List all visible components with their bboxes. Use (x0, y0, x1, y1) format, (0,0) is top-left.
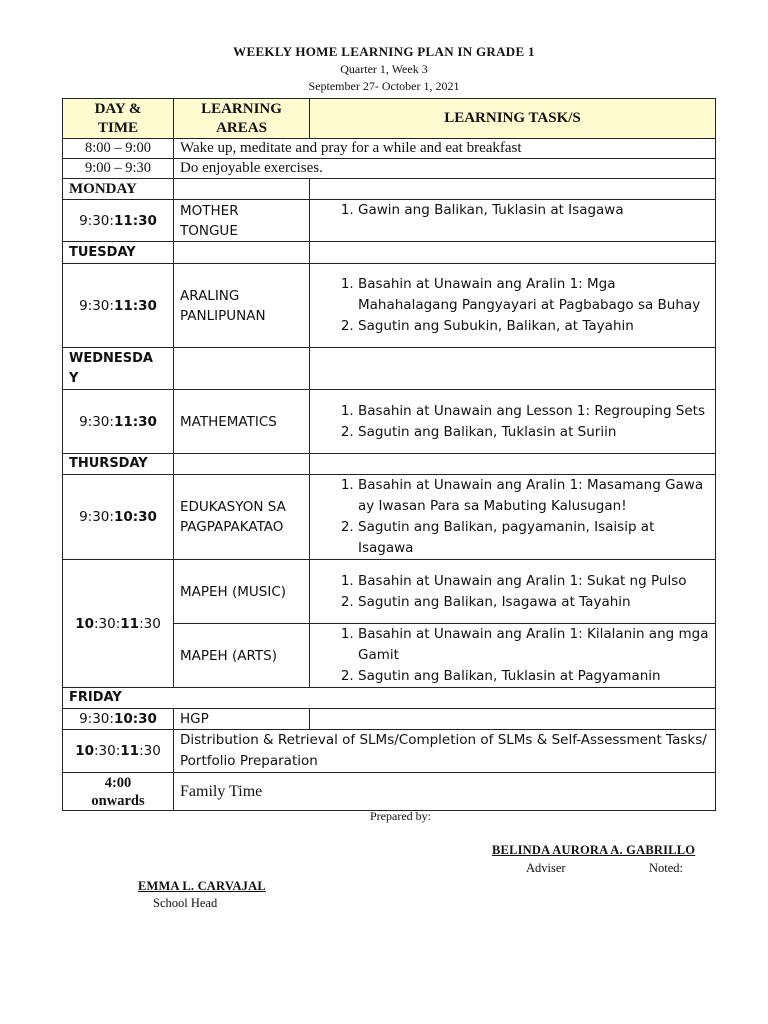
table-row (63, 475, 716, 560)
day-row-thursday (63, 454, 716, 475)
routine-time: 8:00 – 9:00 (63, 139, 174, 159)
table-row (63, 159, 716, 179)
task-list (310, 264, 716, 348)
prepared-by-label: Prepared by: (370, 809, 431, 823)
table-row (63, 560, 716, 624)
task-list (310, 200, 716, 242)
list-item: 1. Basahin at Unawain ang Aralin 1: Masamang Gawa ay Iwasan Para sa Mabuting Kalusugan! (358, 475, 709, 517)
list-item: 2. Sagutin ang Balikan, Isagawa at Tayahin (358, 592, 709, 613)
date-range: September 27- October 1, 2021 (308, 79, 460, 93)
time-slot: 4:00 onwards (63, 773, 174, 811)
day-row-monday (63, 179, 716, 200)
header-learning-areas: LEARNING AREAS (174, 99, 310, 139)
learning-area: MAPEH (ARTS) (174, 624, 310, 688)
table-row (63, 200, 716, 242)
school-head-name: EMMA L. CARVAJAL (138, 879, 266, 893)
table-row (63, 390, 716, 454)
time-slot: 9:30:10:30 (63, 709, 174, 730)
day-label: MONDAY (63, 179, 174, 200)
task-list (310, 624, 716, 688)
day-label: FRIDAY (63, 688, 716, 709)
table-row (63, 730, 716, 773)
list-item: 1. Basahin at Unawain ang Aralin 1: Sukat ng Pulso (358, 571, 709, 592)
task-list (310, 390, 716, 454)
learning-plan-table (62, 98, 716, 811)
task-list (310, 475, 716, 560)
learning-area: ARALING PANLIPUNAN (174, 264, 310, 348)
day-row-friday (63, 688, 716, 709)
list-item: 2. Sagutin ang Subukin, Balikan, at Tayahin (358, 316, 709, 337)
header-learning-tasks: LEARNING TASK/S (310, 99, 716, 139)
list-item: 2. Sagutin ang Balikan, pagyamanin, Isaisip at Isagawa (358, 517, 709, 559)
list-item: 2. Sagutin ang Balikan, Tuklasin at Pagyamanin (358, 666, 709, 687)
header-day-time: DAY & TIME (63, 99, 174, 139)
adviser-name: BELINDA AURORA A. GABRILLO (492, 843, 696, 857)
learning-area: HGP (174, 709, 310, 730)
list-item: 2. Sagutin ang Balikan, Tuklasin at Suriin (358, 422, 709, 443)
family-time: Family Time (174, 773, 716, 811)
list-item: 1. Basahin at Unawain ang Lesson 1: Regrouping Sets (358, 401, 709, 422)
time-slot: 9:30:10:30 (63, 475, 174, 560)
table-row (63, 709, 716, 730)
table-header-row (63, 99, 716, 139)
list-item: 1. Basahin at Unawain ang Aralin 1: Kilalanin ang mga Gamit (358, 624, 709, 666)
day-row-wednesday (63, 348, 716, 390)
learning-area: MAPEH (MUSIC) (174, 560, 310, 624)
adviser-role: Adviser (526, 861, 566, 875)
time-slot: 9:30:11:30 (63, 390, 174, 454)
table-row (63, 264, 716, 348)
quarter-week: Quarter 1, Week 3 (340, 62, 428, 76)
list-item: 1. Basahin at Unawain ang Aralin 1: Mga Mahahalagang Pangyayari at Pagbabago sa Buhay (358, 274, 709, 316)
list-item: 1. Gawin ang Balikan, Tuklasin at Isagawa (358, 200, 709, 221)
day-label: TUESDAY (63, 242, 174, 264)
time-slot: 9:30:11:30 (63, 264, 174, 348)
routine-activity: Wake up, meditate and pray for a while and eat breakfast (174, 139, 716, 159)
school-head-role: School Head (153, 896, 218, 910)
learning-area: MOTHER TONGUE (174, 200, 310, 242)
document-title: WEEKLY HOME LEARNING PLAN IN GRADE 1 (233, 44, 535, 59)
task-list (310, 560, 716, 624)
day-label: THURSDAY (63, 454, 174, 475)
day-row-tuesday (63, 242, 716, 264)
noted-label: Noted: (649, 861, 684, 875)
table-row (63, 139, 716, 159)
routine-activity: Do enjoyable exercises. (174, 159, 716, 179)
table-row (63, 773, 716, 811)
learning-area: EDUKASYON SA PAGPAPAKATAO (174, 475, 310, 560)
day-label: WEDNESDA Y (63, 348, 174, 390)
time-slot: 9:30:11:30 (63, 200, 174, 242)
friday-activity: Distribution & Retrieval of SLMs/Completion of SLMs & Self-Assessment Tasks/ Portfolio Preparation (174, 730, 716, 773)
routine-time: 9:00 – 9:30 (63, 159, 174, 179)
learning-area: MATHEMATICS (174, 390, 310, 454)
time-slot: 10:30:11:30 (63, 730, 174, 773)
time-slot: 10:30:11:30 (63, 560, 174, 688)
